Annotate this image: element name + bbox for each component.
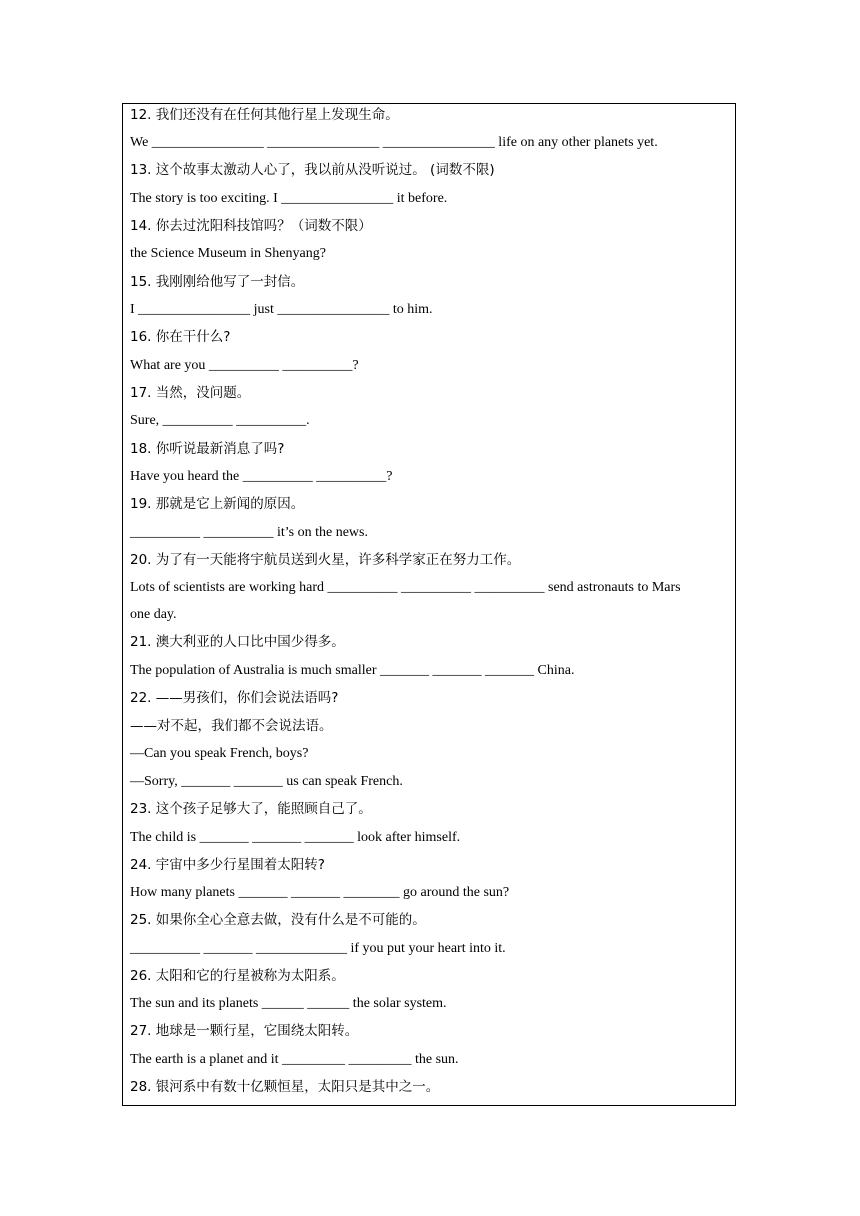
q22-answer-question: —Can you speak French, boys? — [130, 746, 309, 761]
q26-prompt: 26. 太阳和它的行星被称为太阳系。 — [130, 968, 345, 984]
q15-answer: I ________________ just ________________ to him. — [130, 302, 433, 317]
q14-answer: the Science Museum in Shenyang? — [130, 246, 326, 261]
q13-prompt: 13. 这个故事太激动人心了，我以前从没听说过。 (词数不限) — [130, 162, 495, 178]
q27-answer: The earth is a planet and it _________ _________ the sun. — [130, 1052, 459, 1067]
q13-answer: The story is too exciting. I ________________ it before. — [130, 191, 448, 206]
q22-answer-reply: —Sorry, _______ _______ us can speak French. — [130, 774, 403, 789]
q12-answer: We ________________ ________________ ________________ life on any other planets yet. — [130, 135, 658, 150]
q22-prompt: 22. ——男孩们，你们会说法语吗? — [130, 690, 339, 706]
q28-prompt: 28. 银河系中有数十亿颗恒星，太阳只是其中之一。 — [130, 1079, 440, 1095]
q12-prompt: 12. 我们还没有在任何其他行星上发现生命。 — [130, 107, 399, 123]
q25-answer: __________ _______ _____________ if you put your heart into it. — [130, 941, 506, 956]
q17-answer: Sure, __________ __________. — [130, 413, 310, 428]
q15-prompt: 15. 我刚刚给他写了一封信。 — [130, 274, 305, 290]
q17-prompt: 17. 当然，没问题。 — [130, 385, 251, 401]
q21-prompt: 21. 澳大利亚的人口比中国少得多。 — [130, 634, 345, 650]
q27-prompt: 27. 地球是一颗行星，它围绕太阳转。 — [130, 1023, 359, 1039]
q23-answer: The child is _______ _______ _______ look after himself. — [130, 830, 461, 845]
q19-prompt: 19. 那就是它上新闻的原因。 — [130, 496, 305, 512]
q22-prompt-reply: ——对不起，我们都不会说法语。 — [130, 718, 333, 734]
q26-answer: The sun and its planets ______ ______ the solar system. — [130, 996, 447, 1011]
q19-answer: __________ __________ it’s on the news. — [130, 525, 368, 540]
q20-answer-cont: one day. — [130, 607, 177, 622]
q20-answer: Lots of scientists are working hard __________ __________ __________ send astronauts to Mars — [130, 580, 681, 595]
q24-prompt: 24. 宇宙中多少行星围着太阳转? — [130, 857, 325, 873]
q21-answer: The population of Australia is much smaller _______ _______ _______ China. — [130, 663, 575, 678]
q20-prompt: 20. 为了有一天能将宇航员送到火星，许多科学家正在努力工作。 — [130, 552, 521, 568]
q18-prompt: 18. 你听说最新消息了吗? — [130, 441, 285, 457]
q24-answer: How many planets _______ _______ ________ go around the sun? — [130, 885, 510, 900]
q18-answer: Have you heard the __________ __________? — [130, 469, 393, 484]
q16-answer: What are you __________ __________? — [130, 358, 359, 373]
q25-prompt: 25. 如果你全心全意去做，没有什么是不可能的。 — [130, 912, 426, 928]
q23-prompt: 23. 这个孩子足够大了，能照顾自己了。 — [130, 801, 372, 817]
q14-prompt: 14. 你去过沈阳科技馆吗？（词数不限） — [130, 218, 372, 234]
q16-prompt: 16. 你在干什么? — [130, 329, 231, 345]
